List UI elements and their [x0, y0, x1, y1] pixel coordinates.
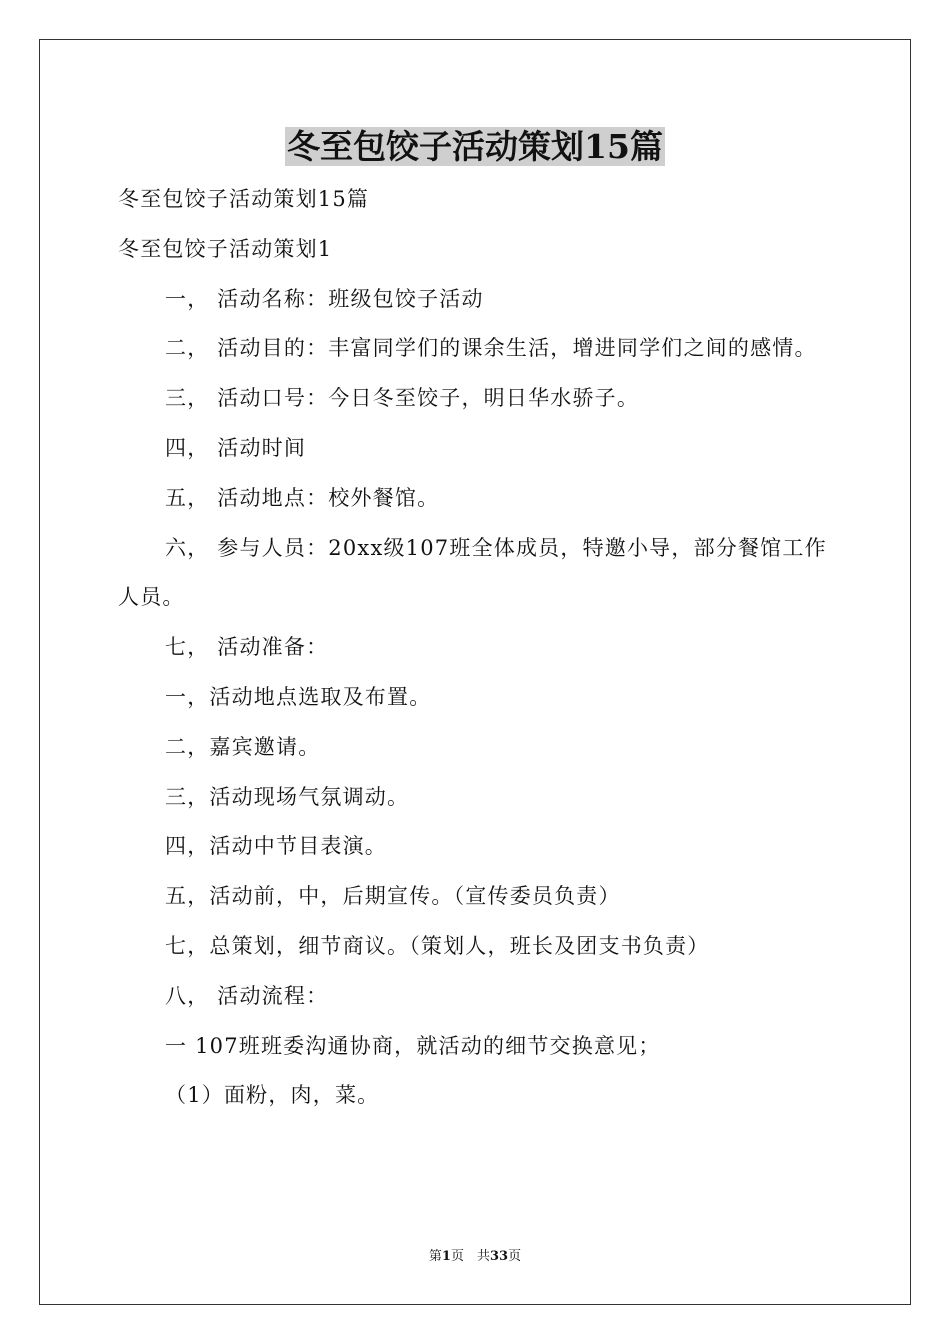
footer-current-page: 1 — [441, 1249, 451, 1264]
footer-prefix: 第 — [428, 1249, 442, 1264]
footer-middle: 页 共 — [450, 1249, 490, 1264]
paragraph: 三， 活动口号：今日冬至饺子，明日华水骄子。 — [165, 386, 640, 411]
document-body — [118, 175, 834, 1121]
paragraph: 八， 活动流程： — [165, 983, 329, 1008]
paragraph: 五，活动前，中，后期宣传。（宣传委员负责） — [165, 884, 621, 909]
footer-suffix: 页 — [508, 1249, 522, 1264]
document-title — [0, 124, 950, 170]
paragraph: 冬至包饺子活动策划15篇 — [118, 187, 370, 211]
paragraph: 一，活动地点选取及布置。 — [165, 684, 432, 709]
footer-total-pages: 33 — [489, 1249, 509, 1264]
paragraph: 七， 活动准备： — [165, 635, 329, 660]
paragraph: （1）面粉，肉，菜。 — [165, 1083, 380, 1108]
document-title-text: 冬至包饺子活动策划15篇 — [287, 127, 663, 166]
paragraph: 三，活动现场气氛调动。 — [165, 784, 410, 809]
paragraph: 二，嘉宾邀请。 — [165, 734, 321, 759]
page-footer — [0, 1248, 950, 1266]
paragraph: 冬至包饺子活动策划1 — [118, 236, 333, 261]
paragraph: 四，活动中节目表演。 — [165, 834, 387, 859]
paragraph: 七，总策划，细节商议。（策划人，班长及团支书负责） — [165, 933, 710, 958]
paragraph: 五， 活动地点：校外餐馆。 — [165, 485, 440, 510]
paragraph: 二， 活动目的：丰富同学们的课余生活，增进同学们之间的感情。 — [165, 336, 817, 361]
paragraph: 一， 活动名称：班级包饺子活动 — [165, 286, 484, 311]
paragraph: 六， 参与人员：20xx级107班全体成员，特邀小导，部分餐馆工作人员。 — [118, 535, 827, 610]
paragraph: 四， 活动时间 — [165, 435, 307, 460]
paragraph: 一 107班班委沟通协商，就活动的细节交换意见； — [165, 1033, 661, 1058]
